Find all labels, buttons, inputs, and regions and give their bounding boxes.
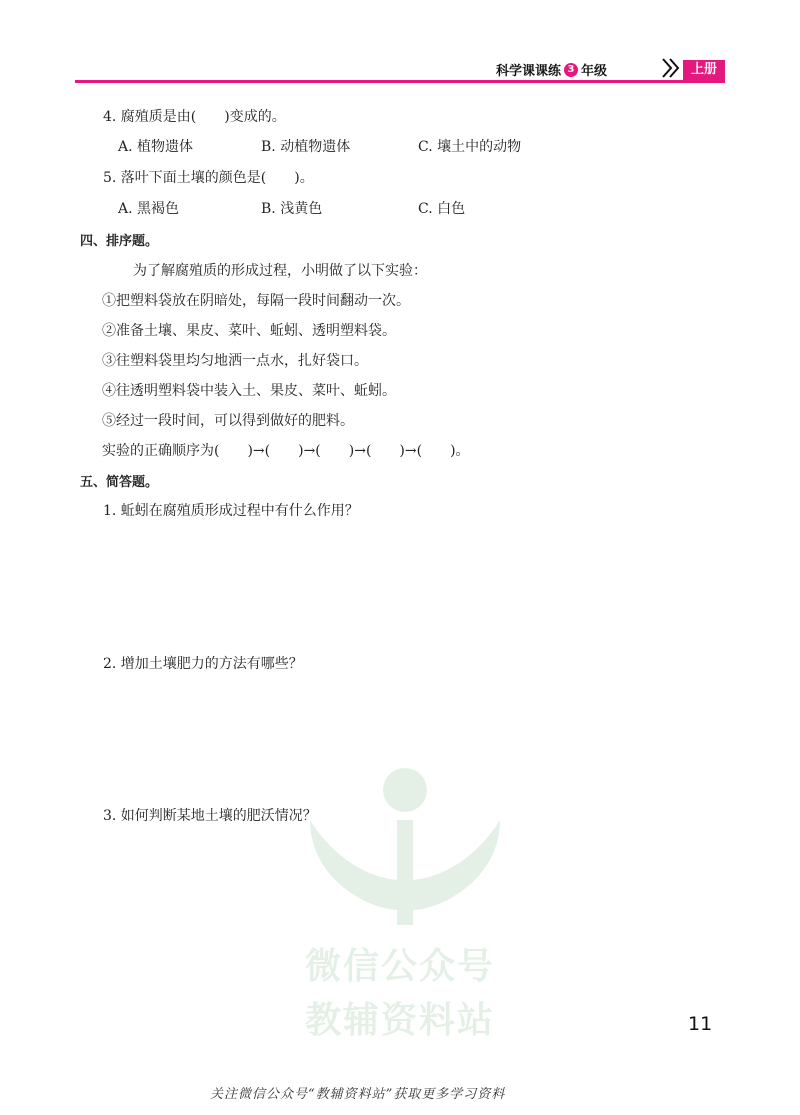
watermark-line-2: 教辅资料站 (305, 1000, 496, 1041)
question-4-option-a: A. 植物遗体 (118, 139, 194, 155)
book-title: 科学课课练 (496, 64, 562, 79)
short-answer-3: 3. 如何判断某地土壤的肥沃情况？ (103, 808, 317, 824)
question-4-option-c: C. 壤土中的动物 (418, 139, 522, 155)
short-answer-2: 2. 增加土壤肥力的方法有哪些？ (103, 656, 303, 672)
question-4-option-b: B. 动植物遗体 (261, 139, 351, 155)
watermark (290, 760, 520, 1050)
sort-step-4: ④往透明塑料袋中装入土、果皮、菜叶、蚯蚓。 (102, 383, 396, 399)
question-5-option-b: B. 浅黄色 (261, 201, 323, 217)
footer-note: 关注微信公众号“教辅资料站”获取更多学习资料 (210, 1087, 506, 1102)
question-5-option-c: C. 白色 (418, 201, 466, 217)
page-number: 11 (688, 1013, 713, 1035)
sort-step-2: ②准备土壤、果皮、菜叶、蚯蚓、透明塑料袋。 (102, 323, 396, 339)
watermark-line-1: 微信公众号 (305, 946, 496, 987)
short-answer-1: 1. 蚯蚓在腐殖质形成过程中有什么作用？ (103, 503, 359, 519)
sort-step-1: ①把塑料袋放在阴暗处，每隔一段时间翻动一次。 (102, 293, 410, 309)
sort-step-3: ③往塑料袋里均匀地洒一点水，扎好袋口。 (102, 353, 368, 369)
sort-step-5: ⑤经过一段时间，可以得到做好的肥料。 (102, 413, 354, 429)
question-5-stem: 5. 落叶下面土壤的颜色是( )。 (103, 170, 314, 186)
header-title (496, 60, 607, 79)
section-4-intro: 为了解腐殖质的形成过程，小明做了以下实验： (133, 263, 427, 279)
grade-label: 年级 (581, 64, 608, 79)
section-4-heading: 四、排序题。 (80, 234, 159, 249)
question-5-option-a: A. 黑褐色 (118, 201, 180, 217)
grade-badge: 3 (564, 63, 578, 77)
section-5-heading: 五、简答题。 (80, 475, 159, 490)
double-chevron-icon (660, 56, 684, 80)
volume-tab: 上册 (683, 60, 725, 80)
question-4-stem: 4. 腐殖质是由( )变成的。 (103, 109, 286, 125)
header-divider (75, 80, 725, 83)
sprout-logo-icon (290, 760, 520, 930)
sort-answer-line: 实验的正确顺序为( )→( )→( )→( )→( )。 (102, 443, 470, 459)
